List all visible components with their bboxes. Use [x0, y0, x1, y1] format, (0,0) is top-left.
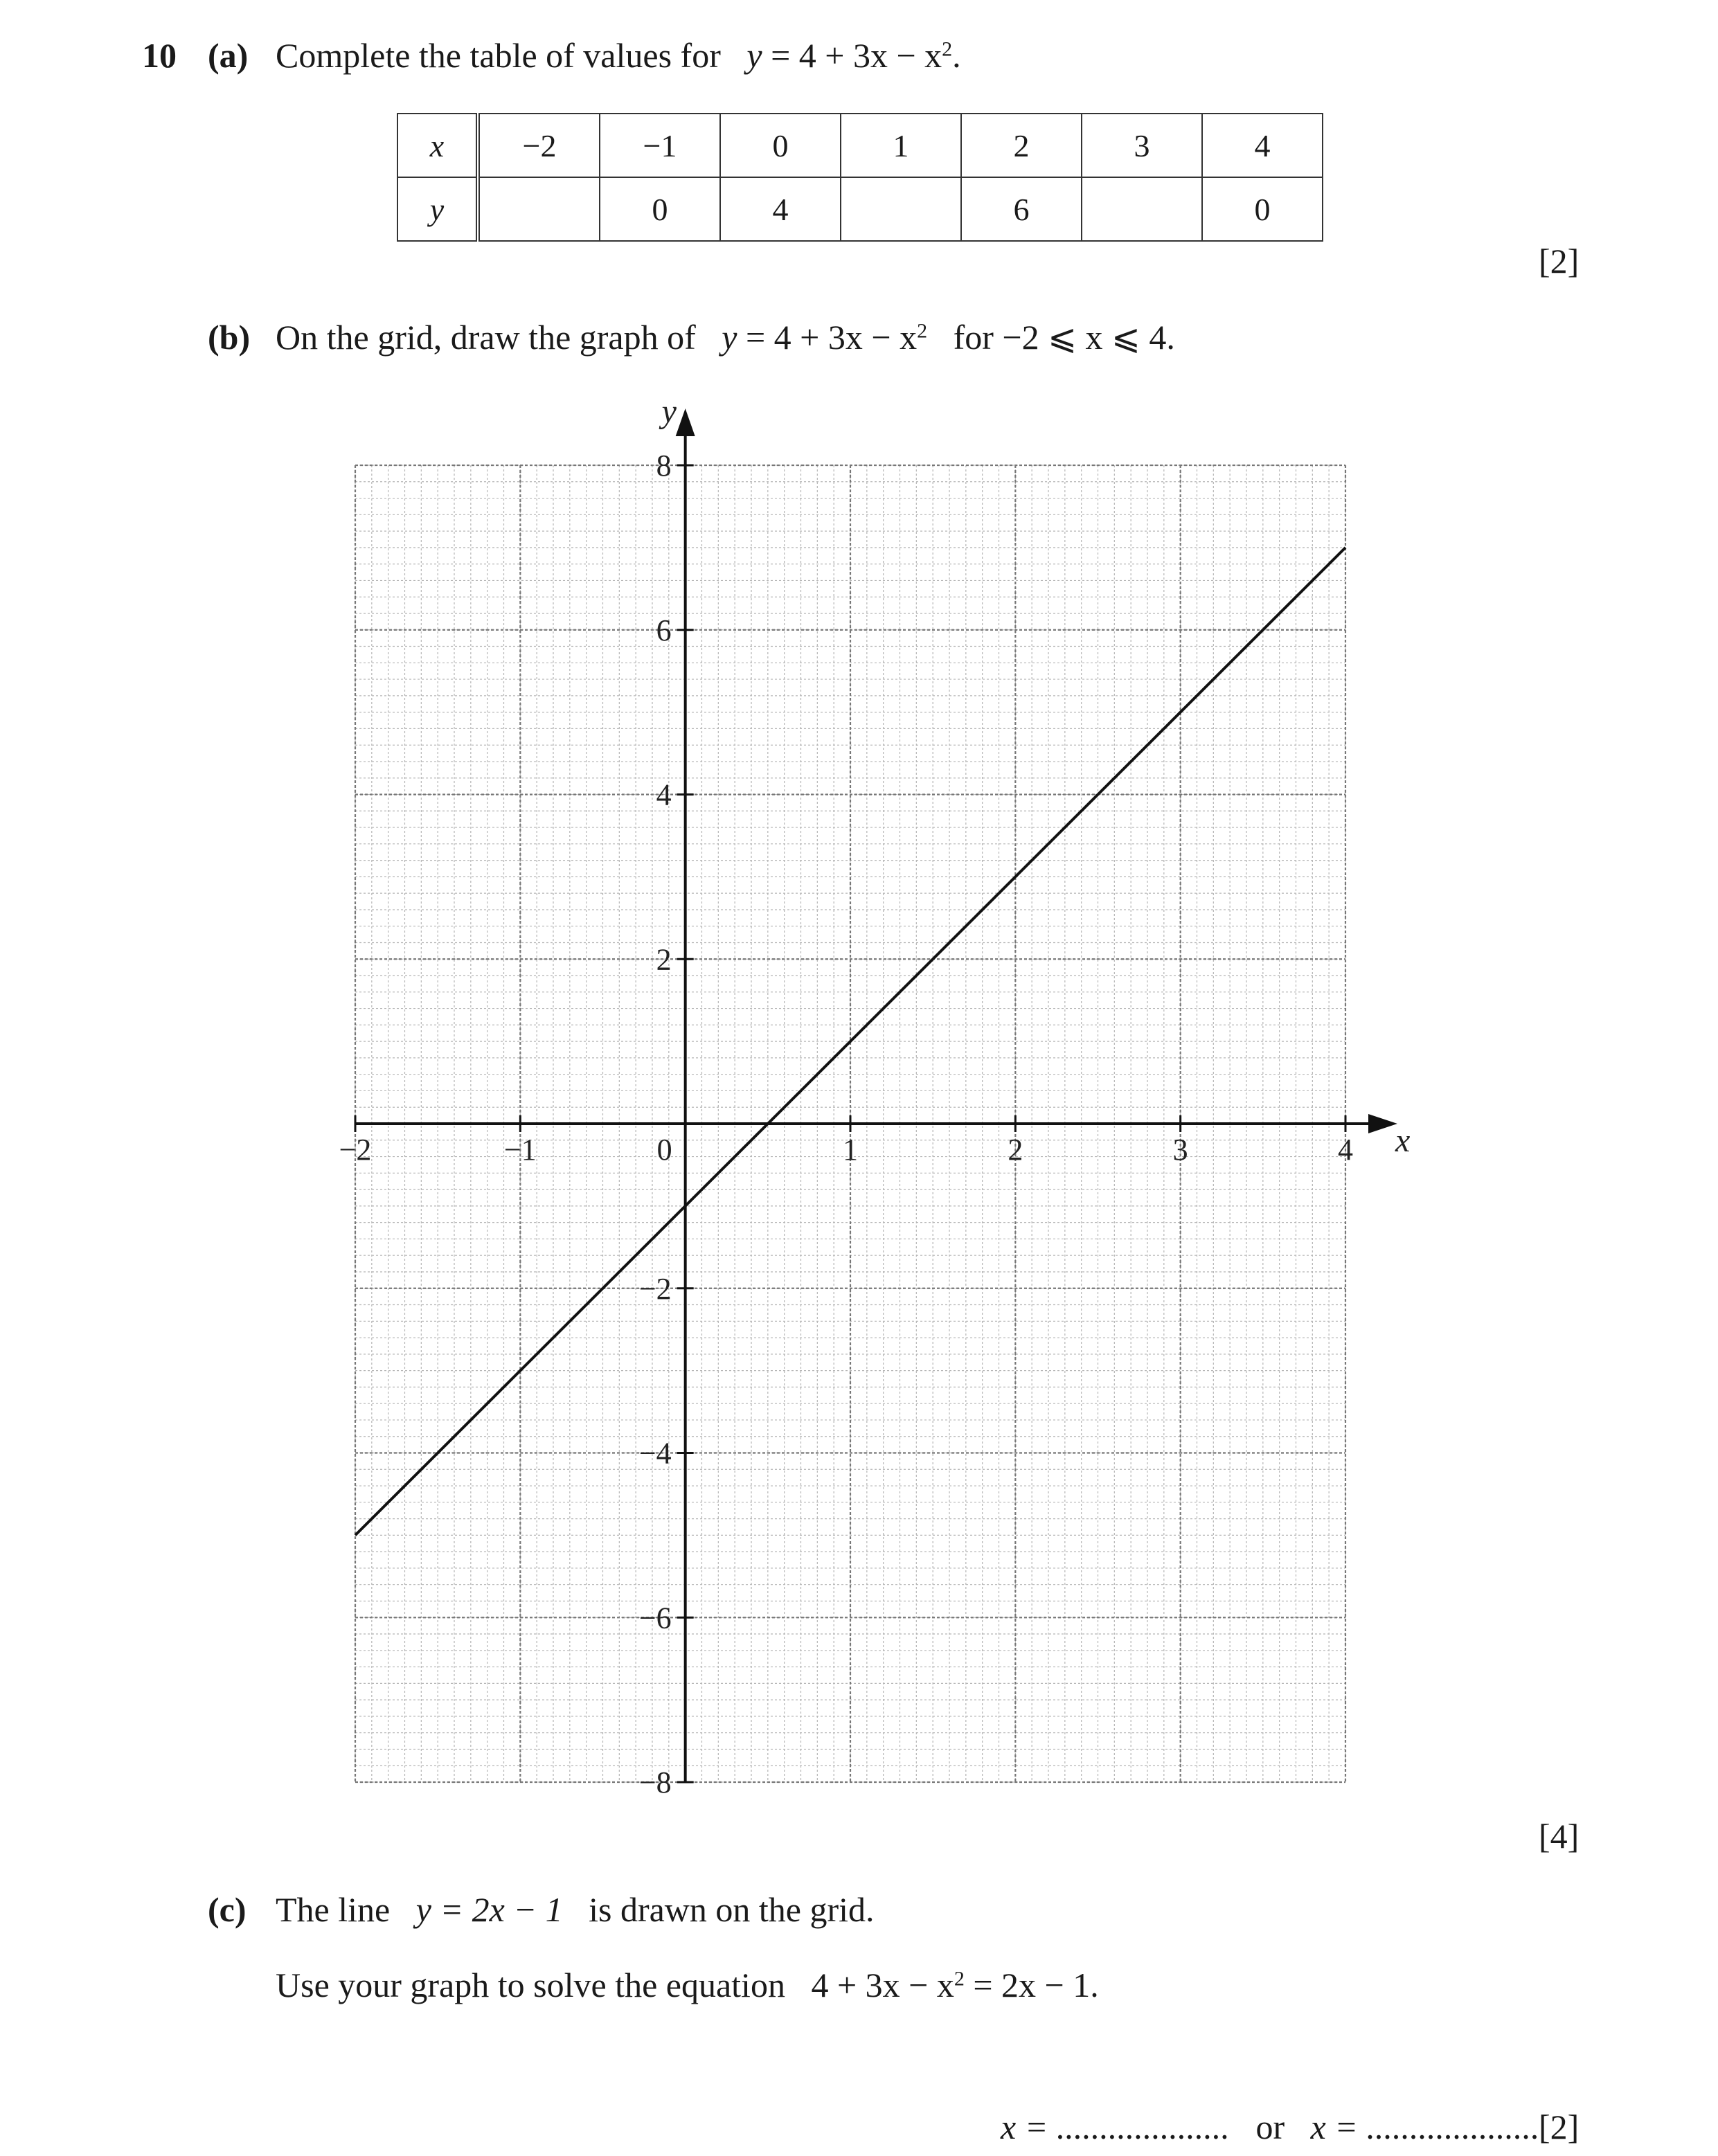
table-y-cell: 0: [600, 177, 720, 241]
axis-labels: [339, 393, 1411, 1799]
part-b-instruction: On the grid, draw the graph of: [276, 318, 696, 357]
part-b-eq-power: 2: [917, 319, 928, 343]
x-tick-label: 0: [656, 1133, 672, 1167]
table-y-cell: 6: [961, 177, 1082, 241]
part-c-line-eq: y = 2x − 1: [415, 1890, 563, 1929]
part-b-eq-y: y: [722, 318, 737, 357]
y-tick-label: −6: [638, 1601, 672, 1635]
x-tick-label: 1: [843, 1133, 858, 1167]
y-tick-label: 2: [656, 942, 672, 977]
x-axis-label: x: [1395, 1122, 1411, 1159]
y-axis-arrow: [676, 408, 695, 436]
part-b-label: (b): [208, 318, 251, 357]
part-a-eq-power: 2: [942, 37, 953, 61]
part-a-instruction: Complete the table of values for: [276, 36, 721, 75]
table-x-cell: 4: [1202, 114, 1323, 177]
table-x-cell: −2: [478, 114, 600, 177]
answer-or: or: [1255, 2108, 1285, 2146]
x-tick-label: 4: [1338, 1133, 1353, 1167]
part-c-line1: [276, 1892, 875, 1927]
x-axis-arrow: [1368, 1114, 1397, 1133]
part-a-label: (a): [208, 36, 249, 75]
part-c-text1: The line: [276, 1890, 391, 1929]
table-x-cell: 3: [1082, 114, 1202, 177]
table-x-header: x: [397, 114, 478, 177]
x-tick-label: 2: [1008, 1133, 1023, 1167]
table-y-cell: 0: [1202, 177, 1323, 241]
table-x-cell: 0: [720, 114, 841, 177]
part-c-instruction: Use your graph to solve the equation: [276, 1966, 785, 2004]
question-number: 10: [142, 36, 177, 75]
part-c-marks: [2]: [1539, 2108, 1580, 2146]
y-tick-label: −2: [638, 1271, 672, 1306]
part-a-eq-y: y: [746, 36, 762, 75]
y-tick-label: −4: [638, 1436, 672, 1471]
x-tick-label: −1: [503, 1133, 537, 1167]
answer-field-1[interactable]: x = ....................: [1001, 2108, 1230, 2146]
answer-field-2[interactable]: x = ....................: [1310, 2108, 1540, 2146]
y-tick-label: 4: [656, 778, 672, 812]
part-b-range: for −2 ⩽ x ⩽ 4.: [953, 318, 1175, 357]
part-a-marks: [2]: [1539, 242, 1580, 280]
x-tick-label: −2: [339, 1133, 372, 1167]
table-x-cell: 2: [961, 114, 1082, 177]
part-a-eq-end: .: [952, 36, 961, 75]
part-c-equation-rhs: = 2x − 1.: [973, 1966, 1099, 2004]
x-tick-label: 3: [1172, 1133, 1188, 1167]
part-c-equation-power: 2: [954, 1967, 965, 1991]
part-c-label: (c): [208, 1890, 247, 1929]
table-y-cell: 4: [720, 177, 841, 241]
part-c-line2: [276, 1968, 1099, 2002]
part-b-marks: [4]: [1539, 1817, 1580, 1856]
y-tick-label: −8: [638, 1766, 672, 1799]
answer-line: [1001, 2110, 1540, 2144]
y-axis-label: y: [661, 393, 677, 430]
y-tick-label: 8: [656, 449, 672, 483]
part-a-eq-rhs: = 4 + 3x − x: [771, 36, 942, 75]
part-c-text2: is drawn on the grid.: [589, 1890, 875, 1929]
part-c-equation-lhs: 4 + 3x − x: [811, 1966, 954, 2004]
table-x-cell: 1: [841, 114, 961, 177]
y-tick-label: 6: [656, 613, 672, 647]
table-y-header: y: [397, 177, 478, 241]
part-b-eq-rhs: = 4 + 3x − x: [745, 318, 918, 357]
table-x-cell: −1: [600, 114, 720, 177]
axes: [355, 408, 1397, 1782]
